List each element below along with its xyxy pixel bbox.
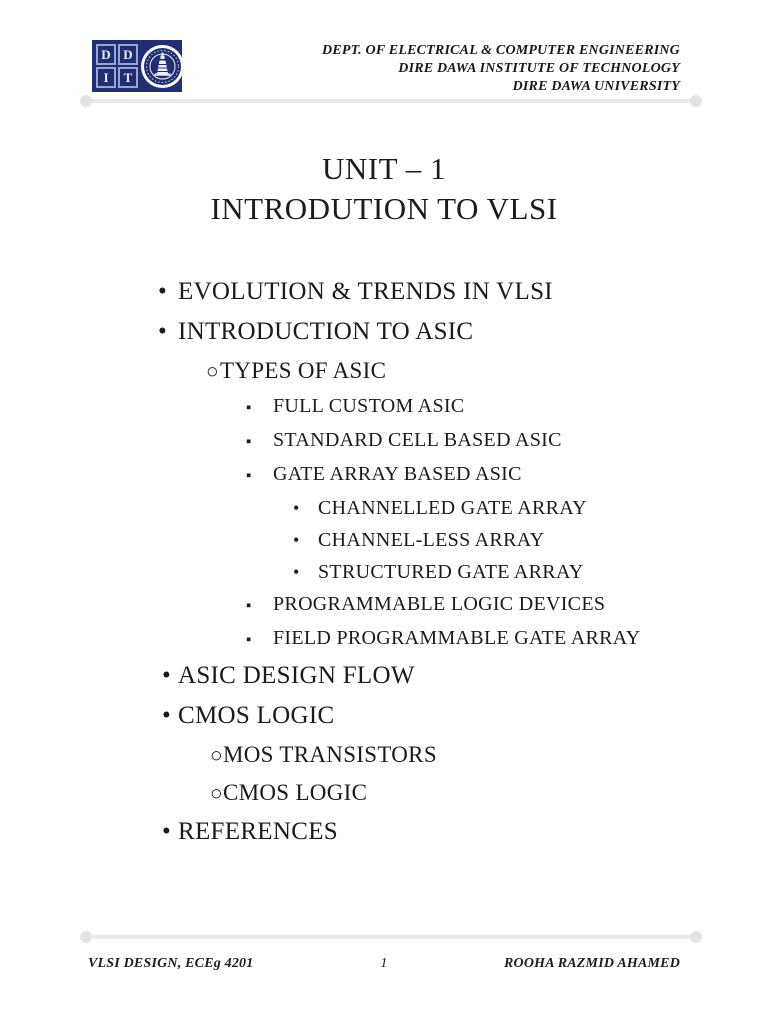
list-item (88, 352, 708, 390)
square-bullet-icon: ▪ (246, 598, 252, 614)
topic-outline-list (88, 272, 708, 852)
circle-bullet-icon: ○ (210, 781, 223, 805)
title-line-1: UNIT – 1 (322, 151, 446, 186)
list-item (88, 390, 708, 424)
square-bullet-icon: ▪ (246, 468, 252, 484)
header-line-1: DEPT. OF ELECTRICAL & COMPUTER ENGINEERING (322, 43, 680, 58)
list-item (88, 588, 708, 622)
list-item (88, 312, 708, 352)
list-item (88, 492, 708, 524)
list-item-label: TYPES OF ASIC (220, 358, 387, 383)
list-item (88, 736, 708, 774)
page-title (0, 149, 768, 229)
disc-bullet-icon: • (162, 662, 171, 689)
logo-letter: T (118, 67, 138, 88)
list-item-label: PROGRAMMABLE LOGIC DEVICES (273, 593, 606, 615)
header-divider (85, 99, 697, 103)
list-item-label: CHANNEL-LESS ARRAY (318, 529, 545, 551)
list-item (88, 812, 708, 852)
footer-course-label: VLSI DESIGN, ECEg 4201 (88, 956, 254, 971)
list-item-label: EVOLUTION & TRENDS IN VLSI (178, 278, 553, 305)
header-line-2: DIRE DAWA INSTITUTE OF TECHNOLOGY (398, 61, 680, 76)
list-item-label: STANDARD CELL BASED ASIC (273, 429, 562, 451)
list-item-label: CMOS LOGIC (178, 702, 335, 729)
list-item-label: ASIC DESIGN FLOW (178, 662, 415, 689)
square-bullet-icon: ▪ (246, 400, 252, 416)
disc-bullet-icon: • (158, 278, 167, 305)
list-item-label: FULL CUSTOM ASIC (273, 395, 465, 417)
list-item-label: CMOS LOGIC (223, 780, 368, 805)
list-item (88, 656, 708, 696)
disc-bullet-icon: • (162, 702, 171, 729)
page-header (92, 40, 680, 96)
list-item-label: FIELD PROGRAMMABLE GATE ARRAY (273, 627, 641, 649)
logo-letter: D (118, 44, 138, 65)
page-footer (88, 956, 680, 972)
list-item-label: CHANNELLED GATE ARRAY (318, 497, 587, 519)
footer-divider (85, 935, 697, 939)
list-item (88, 524, 708, 556)
circle-bullet-icon: ○ (206, 359, 219, 383)
ddit-logo-letter-grid (96, 44, 138, 88)
disc-bullet-icon: • (158, 318, 167, 345)
ddit-logo (92, 40, 182, 92)
list-item (88, 424, 708, 458)
circle-bullet-icon: ○ (210, 743, 223, 767)
logo-letter: I (96, 67, 116, 88)
square-bullet-icon: ▪ (246, 434, 252, 450)
university-seal-icon (140, 44, 185, 89)
list-item (88, 272, 708, 312)
list-item (88, 556, 708, 588)
header-line-3: DIRE DAWA UNIVERSITY (512, 79, 680, 94)
list-item-label: STRUCTURED GATE ARRAY (318, 561, 584, 583)
list-item-label: MOS TRANSISTORS (223, 742, 437, 767)
list-item (88, 622, 708, 656)
disc-bullet-icon: • (293, 530, 300, 550)
footer-page-number: 1 (380, 956, 388, 971)
list-item-label: INTRODUCTION TO ASIC (178, 318, 474, 345)
disc-bullet-icon: • (293, 498, 300, 518)
list-item (88, 774, 708, 812)
square-bullet-icon: ▪ (246, 632, 252, 648)
list-item (88, 458, 708, 492)
title-line-2: INTRODUTION TO VLSI (210, 191, 558, 226)
disc-bullet-icon: • (293, 562, 300, 582)
department-header-text (322, 40, 680, 96)
disc-bullet-icon: • (162, 818, 171, 845)
footer-author-label: ROOHA RAZMID AHAMED (504, 956, 681, 971)
list-item-label: GATE ARRAY BASED ASIC (273, 463, 522, 485)
list-item-label: REFERENCES (178, 818, 338, 845)
logo-letter: D (96, 44, 116, 65)
list-item (88, 696, 708, 736)
